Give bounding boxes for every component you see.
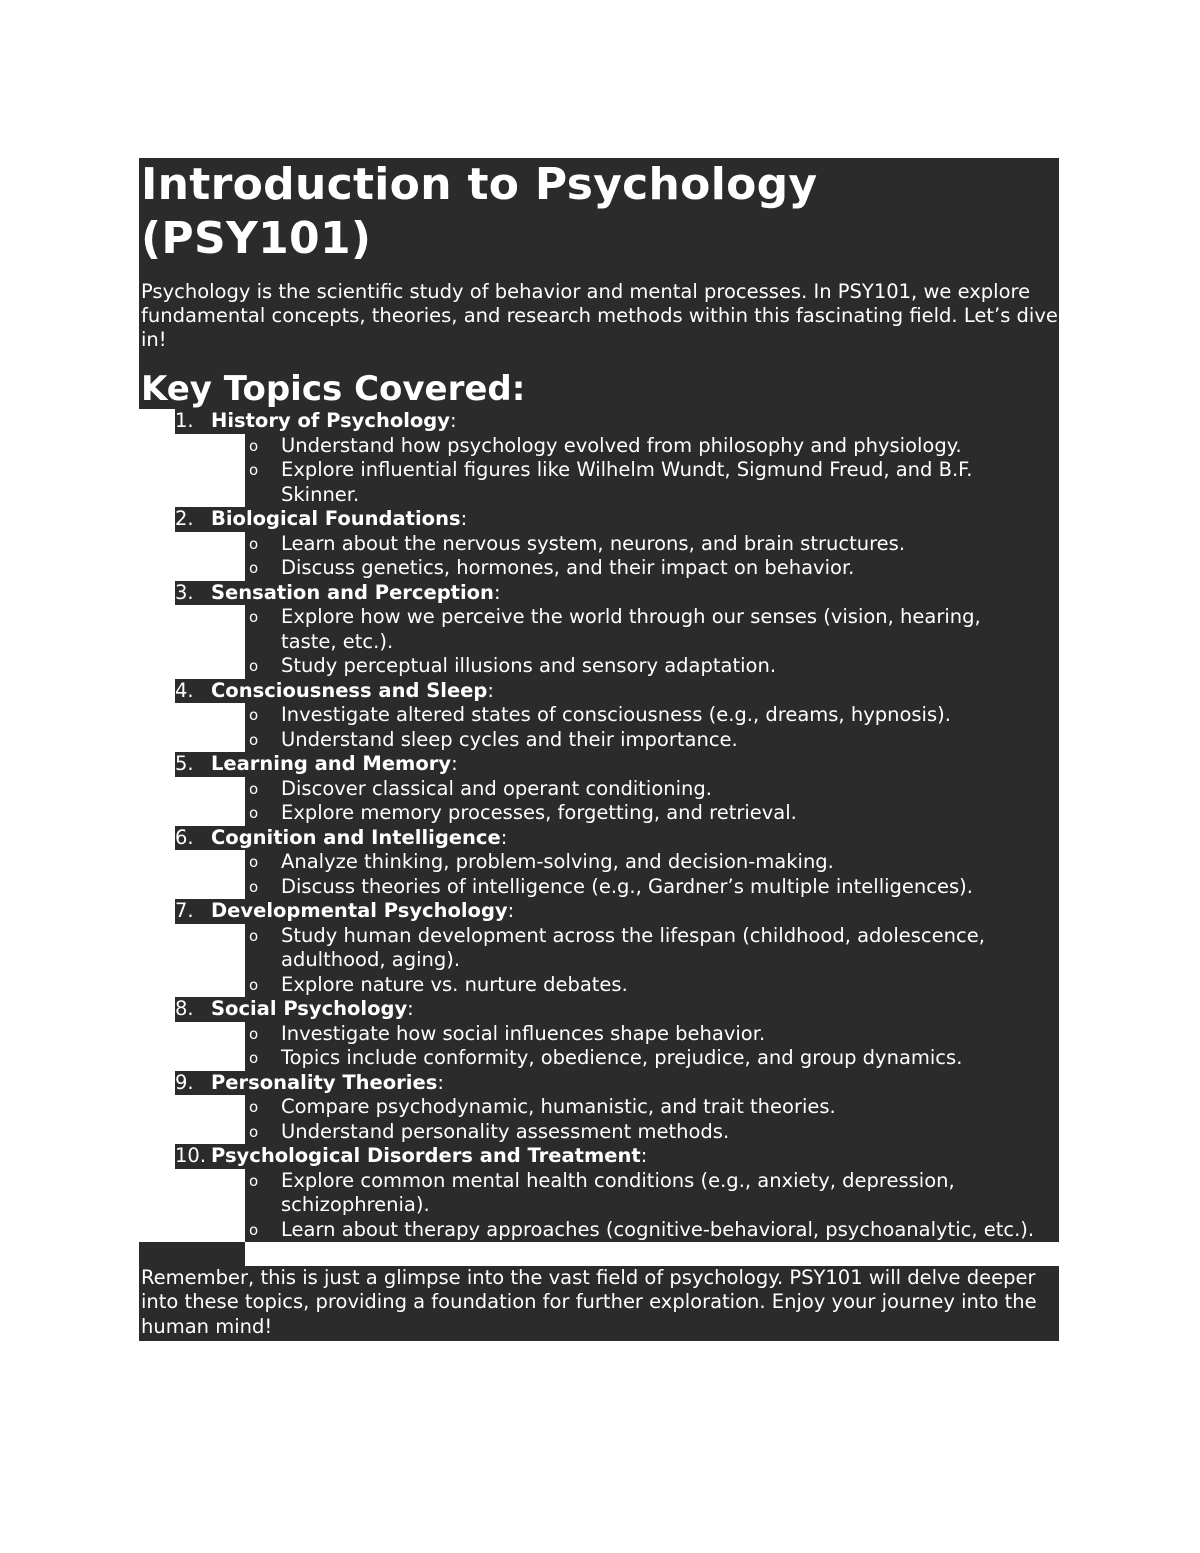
subtopic-item: [139, 973, 1059, 998]
topic-title: Social Psychology: [211, 997, 408, 1020]
circle-bullet-icon: o: [249, 608, 259, 626]
subtopic-text: Learn about the nervous system, neurons, and brain structures.: [281, 531, 906, 555]
circle-bullet-icon: o: [249, 461, 259, 479]
circle-bullet-icon: o: [249, 1024, 259, 1043]
subtopic-text: Study perceptual illusions and sensory adaptation.: [281, 654, 777, 677]
subtopic-item: [139, 1218, 1059, 1243]
circle-bullet-icon: o: [249, 1049, 259, 1067]
outro-block: [139, 1266, 1059, 1341]
subtopic-text: Analyze thinking, problem-solving, and decision-making.: [281, 850, 834, 873]
topic-item: [139, 1071, 1059, 1145]
topic-item: [139, 679, 1059, 753]
subtopic-text: Understand personality assessment methods.: [281, 1119, 730, 1143]
circle-bullet-icon: o: [249, 730, 259, 749]
circle-bullet-icon: o: [249, 1122, 259, 1141]
subtopic-text: Explore common mental health conditions (e.g., anxiety, depression, schizophrenia).: [281, 1168, 955, 1216]
subtopic-item: [139, 458, 1059, 507]
topic-number: 4.: [175, 678, 194, 702]
title-block: [139, 158, 1059, 409]
topic-item: [139, 826, 1059, 900]
topic-colon: :: [451, 752, 458, 775]
topics-list: [139, 409, 1059, 1242]
subtopic-text: Explore nature vs. nurture debates.: [281, 972, 628, 996]
topic-colon: :: [500, 825, 508, 849]
list-bottom-band: [139, 1242, 1059, 1266]
subtopic-item: [139, 777, 1059, 802]
topic-number: 7.: [175, 899, 194, 922]
topic-title: Biological Foundations: [211, 507, 461, 530]
circle-bullet-icon: o: [249, 804, 259, 822]
circle-bullet-icon: o: [249, 779, 259, 798]
subtopic-item: [139, 801, 1059, 826]
subtopic-item: [139, 850, 1059, 875]
topic-number: 6.: [175, 825, 194, 849]
topic-number: 10.: [175, 1144, 207, 1167]
topic-number: 3.: [175, 580, 194, 604]
topic-title: Learning and Memory: [211, 752, 452, 775]
topic-colon: :: [407, 997, 414, 1020]
subtopic-text: Explore influential figures like Wilhelm Wundt, Sigmund Freud, and B.F. Skinner.: [281, 458, 973, 506]
topic-colon: :: [487, 678, 494, 702]
subtopic-item: [139, 654, 1059, 679]
subtopic-item: [139, 556, 1059, 581]
subtopic-text: Investigate altered states of consciousness (e.g., dreams, hypnosis).: [281, 703, 951, 726]
circle-bullet-icon: o: [249, 1171, 259, 1190]
topic-number: 9.: [175, 1070, 194, 1094]
subtopic-text: Understand sleep cycles and their importance.: [281, 727, 738, 751]
subtopic-text: Study human development across the lifespan (childhood, adolescence, adulthood, aging).: [281, 923, 985, 971]
subtopic-item: [139, 924, 1059, 973]
topic-title: Personality Theories: [211, 1070, 438, 1094]
subtopic-item: [139, 434, 1059, 459]
subtopic-text: Learn about therapy approaches (cognitive-behavioral, psychoanalytic, etc.).: [281, 1217, 1035, 1241]
subtopic-text: Compare psychodynamic, humanistic, and trait theories.: [281, 1095, 836, 1118]
topic-colon: :: [640, 1144, 648, 1167]
topic-title: Consciousness and Sleep: [211, 678, 488, 702]
subtopic-item: [139, 1169, 1059, 1218]
circle-bullet-icon: o: [249, 975, 259, 994]
circle-bullet-icon: o: [249, 853, 259, 871]
topic-title: Psychological Disorders and Treatment: [211, 1144, 641, 1167]
topic-item: [139, 507, 1059, 581]
subtopic-text: Explore how we perceive the world through our senses (vision, hearing, taste, etc.).: [281, 605, 981, 653]
outro-paragraph: Remember, this is just a glimpse into the vast field of psychology. PSY101 will delve deeper into these topics, providing a foundation for further exploration. Enjoy your journey into the human mind!: [141, 1266, 1037, 1338]
topic-title: Developmental Psychology: [211, 899, 508, 922]
subtopic-item: [139, 875, 1059, 900]
subtopic-text: Discuss genetics, hormones, and their impact on behavior.: [281, 556, 855, 579]
circle-bullet-icon: o: [249, 534, 259, 553]
subtopic-text: Discuss theories of intelligence (e.g., Gardner’s multiple intelligences).: [281, 874, 973, 898]
page-title: Introduction to Psychology (PSY101): [141, 159, 818, 264]
topic-item: [139, 409, 1059, 507]
topic-colon: :: [437, 1070, 444, 1094]
topic-title: Cognition and Intelligence: [211, 825, 501, 849]
circle-bullet-icon: o: [249, 926, 259, 945]
document-page: [139, 158, 1059, 1341]
subtopic-item: [139, 532, 1059, 557]
subtopic-text: Topics include conformity, obedience, prejudice, and group dynamics.: [281, 1046, 963, 1069]
topic-item: [139, 997, 1059, 1071]
topic-number: 5.: [175, 752, 194, 775]
circle-bullet-icon: o: [249, 706, 259, 724]
subtopic-item: [139, 1095, 1059, 1120]
circle-bullet-icon: o: [249, 559, 259, 577]
section-heading: Key Topics Covered:: [141, 369, 526, 409]
subtopic-item: [139, 1022, 1059, 1047]
intro-paragraph: Psychology is the scientific study of behavior and mental processes. In PSY101, we explore fundamental concepts, theories, and research methods within this fascinating field. Let’s dive in!: [141, 280, 1058, 351]
circle-bullet-icon: o: [249, 436, 259, 455]
circle-bullet-icon: o: [249, 1220, 259, 1239]
topic-number: 2.: [175, 507, 194, 530]
topic-colon: :: [507, 899, 515, 922]
subtopic-text: Understand how psychology evolved from philosophy and physiology.: [281, 433, 962, 457]
subtopic-text: Explore memory processes, forgetting, and retrieval.: [281, 801, 797, 824]
topic-title: Sensation and Perception: [211, 580, 494, 604]
subtopic-item: [139, 1046, 1059, 1071]
topic-item: [139, 1144, 1059, 1242]
subtopic-item: [139, 728, 1059, 753]
topic-item: [139, 752, 1059, 826]
circle-bullet-icon: o: [249, 1098, 259, 1116]
topic-colon: :: [449, 409, 457, 432]
topic-number: 8.: [175, 997, 194, 1020]
topic-item: [139, 899, 1059, 997]
subtopic-text: Discover classical and operant conditioning.: [281, 776, 712, 800]
subtopic-text: Investigate how social influences shape behavior.: [281, 1021, 766, 1045]
topic-colon: :: [460, 507, 468, 530]
circle-bullet-icon: o: [249, 877, 259, 896]
topic-number: 1.: [175, 409, 194, 432]
circle-bullet-icon: o: [249, 657, 259, 675]
subtopic-item: [139, 605, 1059, 654]
subtopic-item: [139, 1120, 1059, 1145]
topic-title: History of Psychology: [211, 409, 450, 432]
subtopic-item: [139, 703, 1059, 728]
topic-item: [139, 581, 1059, 679]
topic-colon: :: [493, 580, 501, 604]
